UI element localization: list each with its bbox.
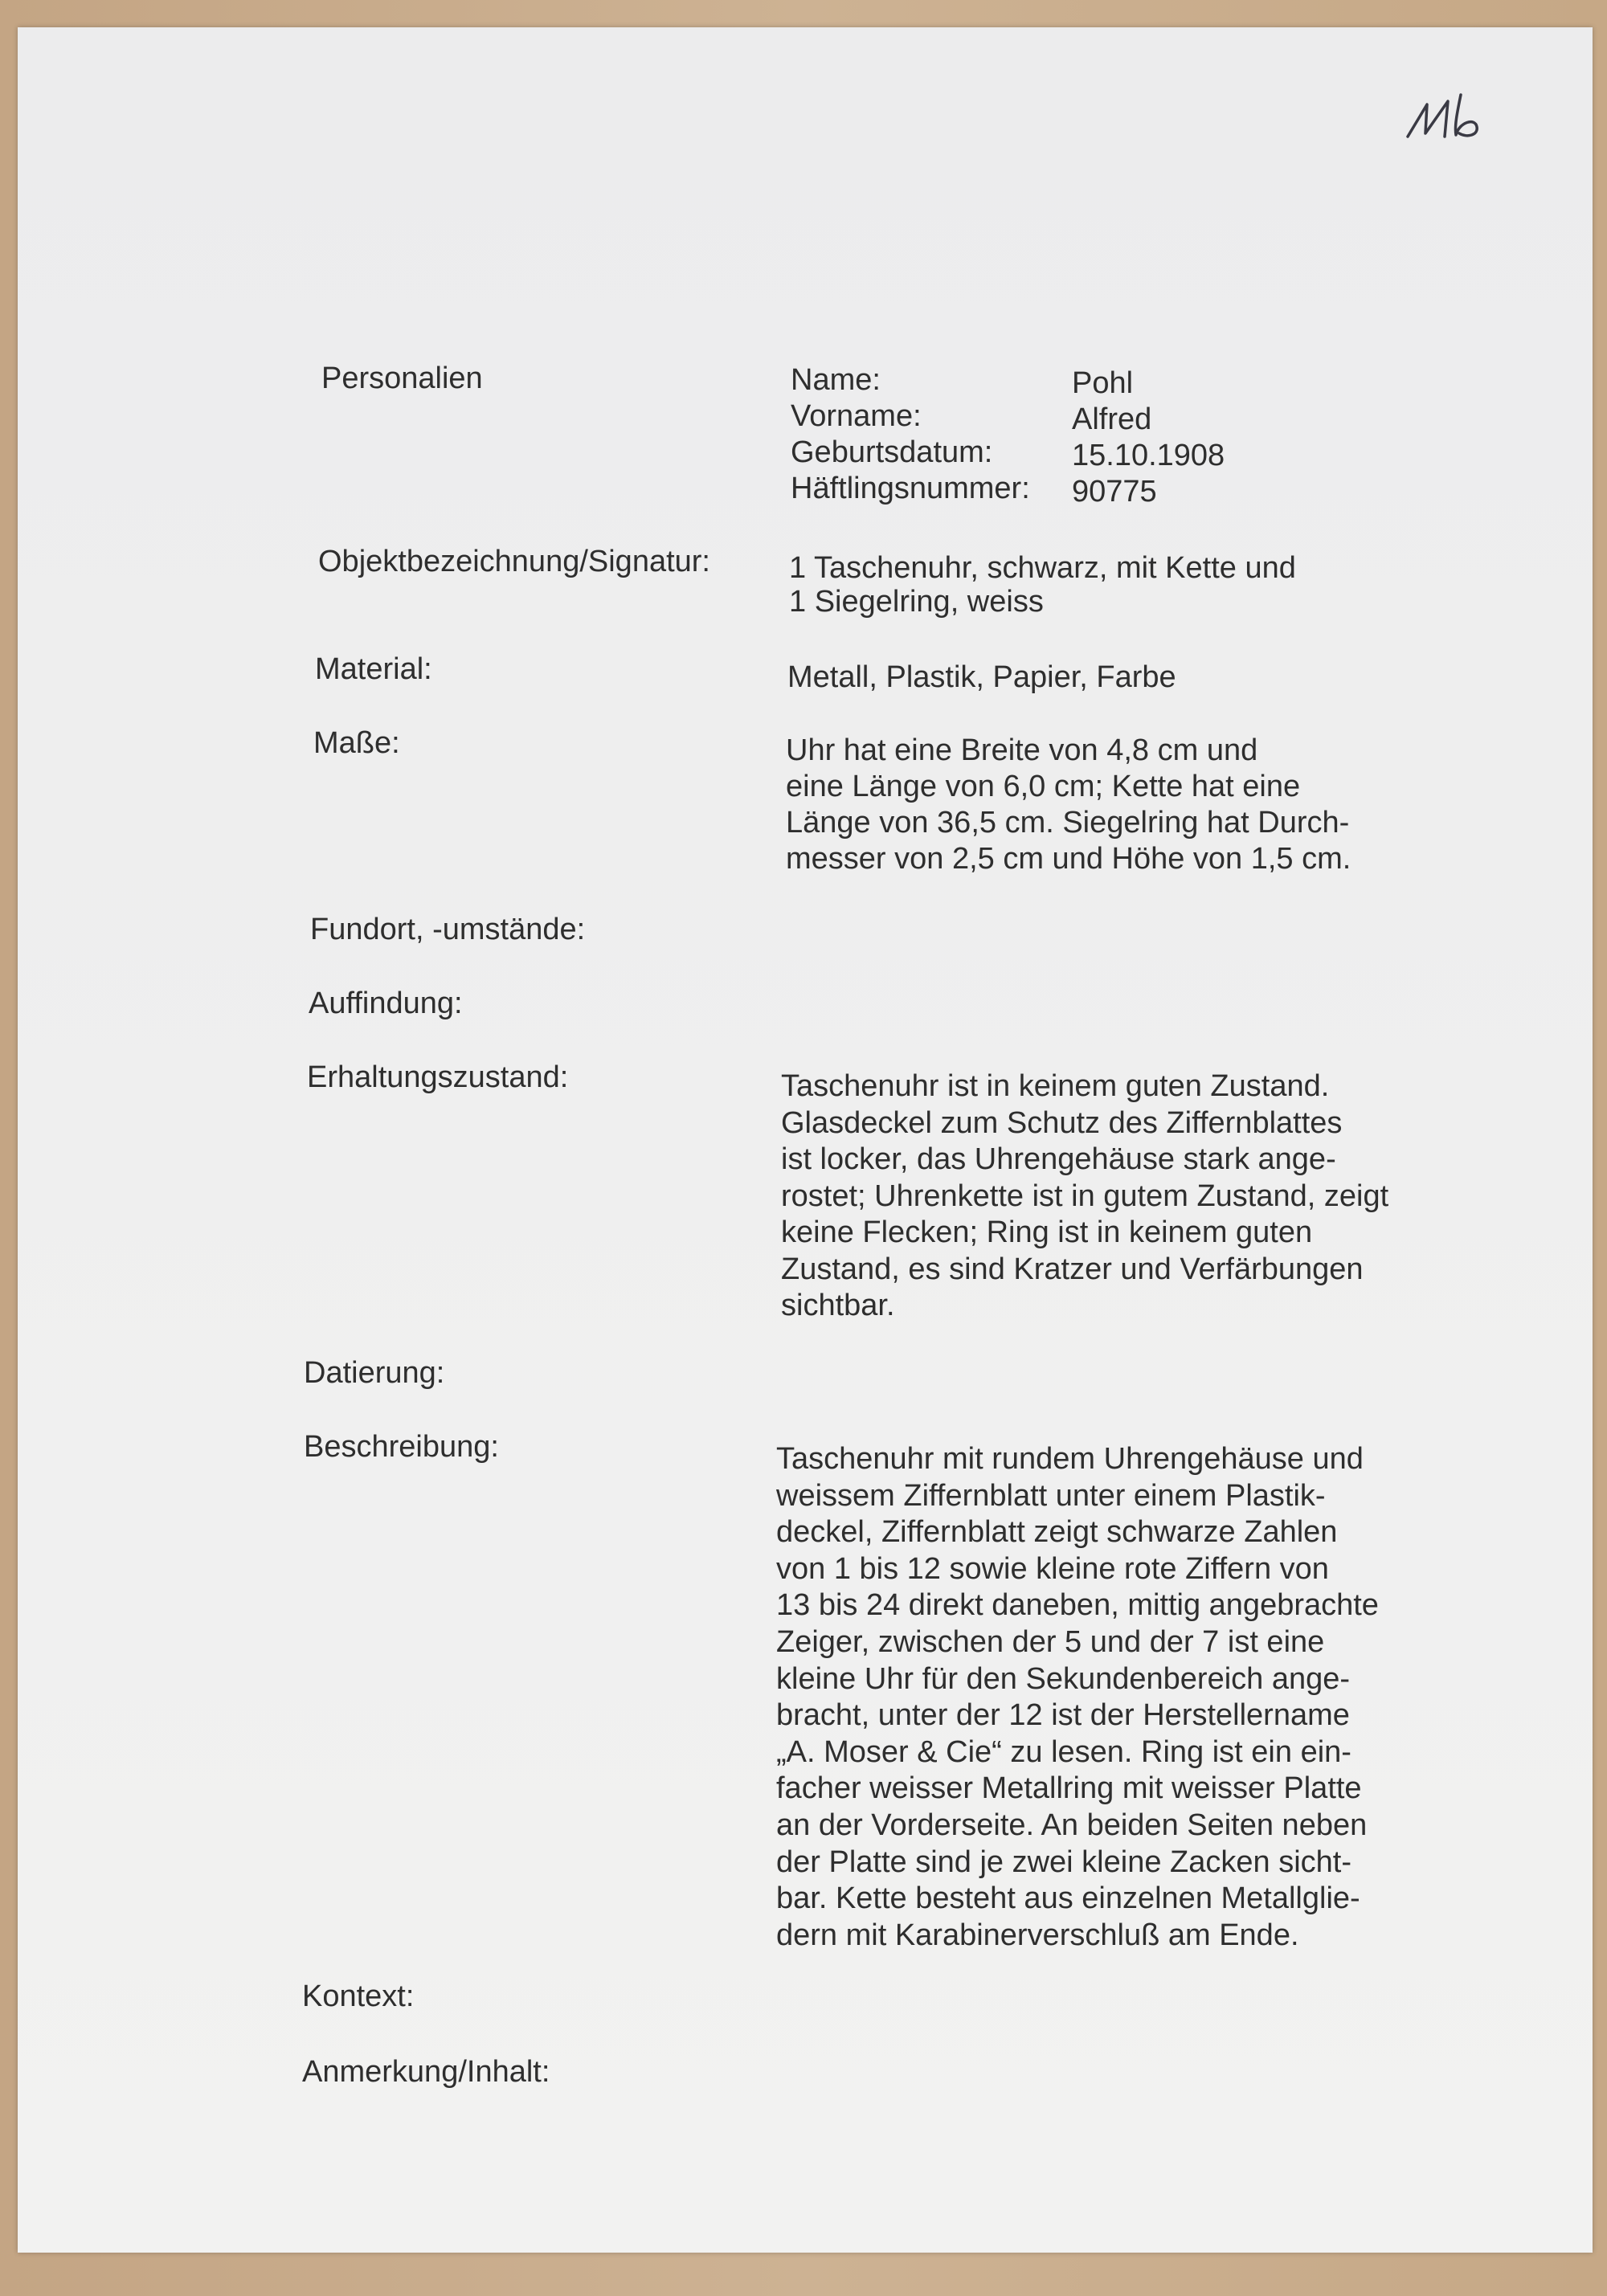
text-line: Taschenuhr ist in keinem guten Zustand. [781, 1069, 1330, 1103]
personalien-key: Name: [791, 363, 881, 397]
text-line: Zustand, es sind Kratzer und Verfärbungen [781, 1252, 1364, 1286]
personalien-label: Personalien [321, 362, 483, 395]
text-line: Uhr hat eine Breite von 4,8 cm und [786, 733, 1258, 767]
text-line: deckel, Ziffernblatt zeigt schwarze Zahlen [776, 1515, 1338, 1550]
text-line: messer von 2,5 cm und Höhe von 1,5 cm. [786, 842, 1351, 876]
text-line: dern mit Karabinerverschluß am Ende. [776, 1918, 1299, 1952]
objektbezeichnung-label: Objektbezeichnung/Signatur: [318, 545, 710, 578]
text-line: rostet; Uhrenkette ist in gutem Zustand, zeigt [781, 1179, 1389, 1213]
personalien-row-name [791, 362, 1353, 398]
text-line: 1 Taschenuhr, schwarz, mit Kette und [789, 551, 1296, 585]
material-label: Material: [315, 652, 432, 686]
text-line: facher weisser Metallring mit weisser Platte [776, 1771, 1362, 1806]
text-line: bar. Kette besteht aus einzelnen Metallglie- [776, 1881, 1360, 1916]
auffindung-label: Auffindung: [309, 987, 463, 1020]
personalien-row-vorname [791, 398, 1353, 434]
personalien-value: 15.10.1908 [1072, 439, 1225, 472]
kontext-label: Kontext: [302, 1979, 415, 2013]
anmerkung-label: Anmerkung/Inhalt: [302, 2055, 550, 2089]
personalien-row-haeftlingsnummer [791, 470, 1353, 509]
text-line: bracht, unter der 12 ist der Herstellername [776, 1698, 1350, 1733]
text-line: Glasdeckel zum Schutz des Ziffernblattes [781, 1105, 1343, 1140]
text-line: 1 Siegelring, weiss [789, 585, 1044, 619]
text-line: Länge von 36,5 cm. Siegelring hat Durch- [786, 806, 1350, 840]
text-line: Zeiger, zwischen der 5 und der 7 ist eine [776, 1624, 1325, 1659]
masse-value [786, 733, 1351, 877]
erhaltungszustand-value [781, 1068, 1388, 1325]
text-line: kleine Uhr für den Sekundenbereich ange- [776, 1661, 1351, 1696]
personalien-value: 90775 [1072, 475, 1157, 509]
text-line: an der Vorderseite. An beiden Seiten neben [776, 1808, 1368, 1842]
text-line: sichtbar. [781, 1289, 895, 1322]
fundort-label: Fundort, -umstände: [310, 913, 586, 946]
masse-label: Maße: [313, 726, 400, 760]
erhaltungszustand-label: Erhaltungszustand: [307, 1060, 569, 1094]
text-line: weissem Ziffernblatt unter einem Plastik- [776, 1478, 1326, 1513]
personalien-row-geburtsdatum [791, 434, 1353, 470]
beschreibung-label: Beschreibung: [304, 1430, 499, 1464]
text-line: ist locker, das Uhrengehäuse stark ange- [781, 1142, 1336, 1176]
personalien-key: Häftlingsnummer: [791, 472, 1030, 505]
text-line: eine Länge von 6,0 cm; Kette hat eine [786, 770, 1301, 803]
personalien-value: Pohl [1072, 366, 1134, 400]
personalien-key: Geburtsdatum: [791, 435, 993, 469]
personalien-value: Alfred [1072, 402, 1152, 436]
personalien-key: Vorname: [791, 399, 922, 433]
datierung-label: Datierung: [304, 1356, 445, 1390]
text-line: von 1 bis 12 sowie kleine rote Ziffern von [776, 1551, 1329, 1586]
text-line: „A. Moser & Cie“ zu lesen. Ring ist ein ein- [776, 1734, 1351, 1769]
beschreibung-value [776, 1441, 1379, 1954]
text-line: keine Flecken; Ring ist in keinem guten [781, 1215, 1313, 1249]
objektbezeichnung-value [789, 551, 1296, 619]
text-line: 13 bis 24 direkt daneben, mittig angebrachte [776, 1588, 1379, 1623]
personalien-table [791, 362, 1353, 509]
text-line: der Platte sind je zwei kleine Zacken sicht- [776, 1845, 1351, 1879]
material-value: Metall, Plastik, Papier, Farbe [787, 660, 1176, 694]
text-line: Taschenuhr mit rundem Uhrengehäuse und [776, 1442, 1364, 1476]
